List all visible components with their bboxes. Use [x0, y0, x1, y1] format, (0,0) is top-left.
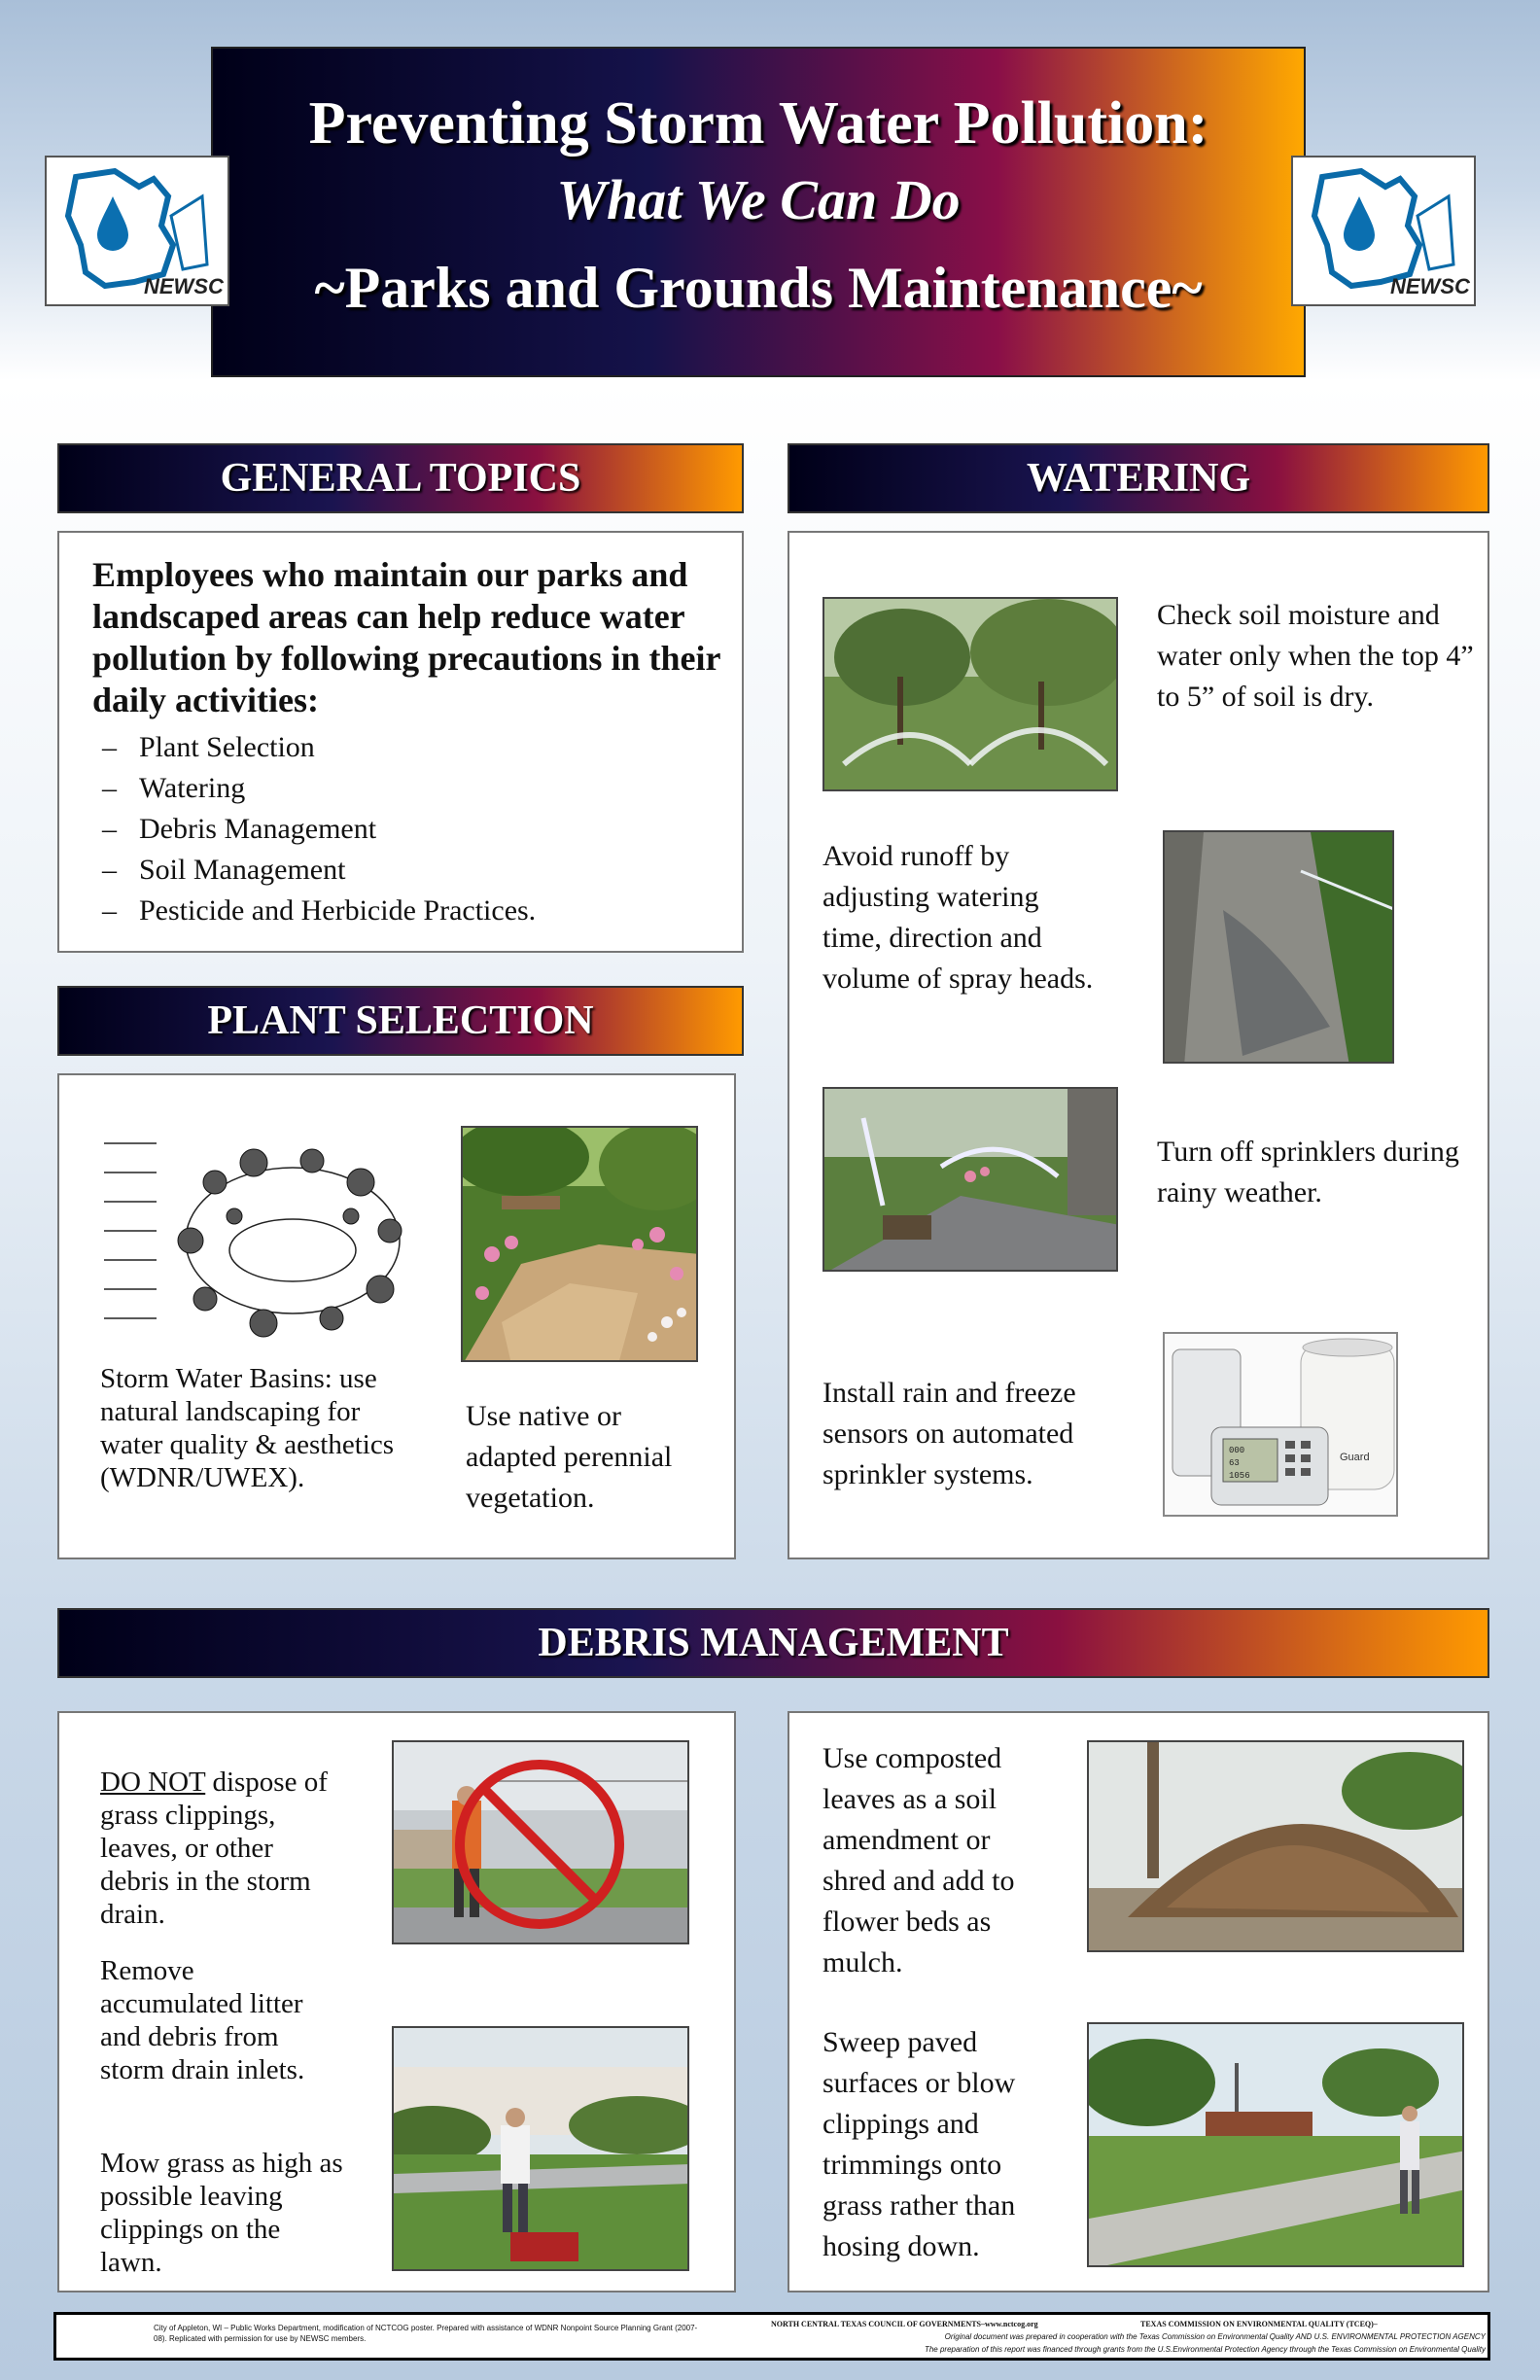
list-item: – Plant Selection	[102, 731, 315, 763]
list-item: – Watering	[102, 772, 246, 804]
title-banner	[211, 47, 1306, 377]
debris-tip4: Use composted leaves as a soil amendment or shred and add to flower beds as mulch.	[822, 1742, 1015, 1978]
basins-text: Storm Water Basins: use natural landscaping for water quality & aesthetics (WDNR/UWEX).	[100, 1363, 394, 1493]
blower-no-storm-drain-photo	[392, 1740, 689, 1944]
watering-tip2: Avoid runoff by adjusting watering time, direction and volume of spray heads.	[822, 840, 1094, 995]
native-text: Use native or adapted perennial vegetation.	[466, 1400, 673, 1514]
svg-text:000: 000	[1229, 1446, 1245, 1455]
debris-tip3: Mow grass as high as possible leaving clippings on the lawn.	[100, 2148, 343, 2278]
runoff-sidewalk-photo	[1163, 830, 1394, 1064]
list-item: – Debris Management	[102, 813, 377, 845]
debris-heading: DEBRIS MANAGEMENT	[57, 1608, 1489, 1678]
title-line3: ~Parks and Grounds Maintenance~	[314, 256, 1203, 320]
debris-tip5: Sweep paved surfaces or blow clippings and trimmings onto grass rather than hosing down.	[822, 2026, 1016, 2262]
compost-pile-photo	[1087, 1740, 1464, 1952]
sprinkler-trees-photo	[822, 597, 1118, 791]
footer-tceq: TEXAS COMMISSION ON ENVIRONMENTAL QUALITY (TCEQ)–	[1140, 2320, 1378, 2328]
debris-tip2: Remove accumulated litter and debris from storm drain inlets.	[100, 1955, 305, 2085]
footer	[53, 2312, 1490, 2361]
svg-text:NEWSC: NEWSC	[1390, 274, 1470, 298]
title-line1: Preventing Storm Water Pollution:	[308, 90, 1208, 157]
newsc-logo-left	[45, 156, 229, 306]
watering-tip1: Check soil moisture and water only when the top 4” to 5” of soil is dry.	[1157, 599, 1474, 713]
watering-tip4: Install rain and freeze sensors on automated sprinkler systems.	[822, 1377, 1076, 1490]
general-topics-lead: Employees who maintain our parks and landscaped areas can help reduce water pollution by following precautions in their daily activities:	[92, 555, 720, 719]
sprinkler-rain-photo	[822, 1087, 1118, 1272]
native-perennial-photo	[461, 1126, 698, 1362]
blowing-sidewalk-photo	[1087, 2022, 1464, 2267]
basin-landscape-diagram	[98, 1124, 429, 1357]
mowing-photo	[392, 2026, 689, 2271]
watering-heading: WATERING	[788, 443, 1489, 513]
list-item: – Soil Management	[102, 854, 346, 886]
svg-text:NEWSC: NEWSC	[144, 274, 224, 298]
svg-text:63: 63	[1229, 1458, 1240, 1468]
watering-tip3: Turn off sprinklers during rainy weather.	[1157, 1136, 1459, 1208]
footer-left-text: City of Appleton, WI – Public Works Department, modification of NCTCOG poster. Prepared with assistance of WDNR Nonpoint Source Planning Grant (2007-08). Replicated with permission for use by NEWSC members.	[154, 2324, 698, 2343]
footer-right1: Original document was prepared in cooperation with the Texas Commission on Environmental Quality AND U.S. ENVIRONMENTAL PROTECTION AGENCY	[944, 2332, 1486, 2341]
footer-nctcog: NORTH CENTRAL TEXAS COUNCIL OF GOVERNMENTS–www.nctcog.org	[771, 2320, 1038, 2328]
watering-panel	[788, 531, 1489, 1559]
general-topics-panel	[57, 531, 744, 953]
debris-right-panel	[788, 1711, 1489, 2292]
title-line2: What We Can Do	[556, 168, 961, 231]
rain-sensor-device-photo	[1163, 1332, 1398, 1517]
general-topics-list	[102, 727, 705, 931]
footer-right2: The preparation of this report was financed through grants from the U.S.Environmental Protection Agency through the Texas Commission on Environmental Quality	[924, 2345, 1486, 2354]
debris-left-panel	[57, 1711, 736, 2292]
list-item: – Pesticide and Herbicide Practices.	[102, 894, 537, 927]
debris-tip1: DO NOT dispose of grass clippings, leaves, or other debris in the storm drain.	[100, 1767, 328, 1930]
svg-text:1056: 1056	[1229, 1471, 1250, 1481]
plant-selection-panel	[57, 1073, 736, 1559]
general-topics-heading: GENERAL TOPICS	[57, 443, 744, 513]
svg-text:Guard: Guard	[1340, 1452, 1370, 1463]
plant-selection-heading: PLANT SELECTION	[57, 986, 744, 1056]
newsc-logo-right	[1291, 156, 1476, 306]
